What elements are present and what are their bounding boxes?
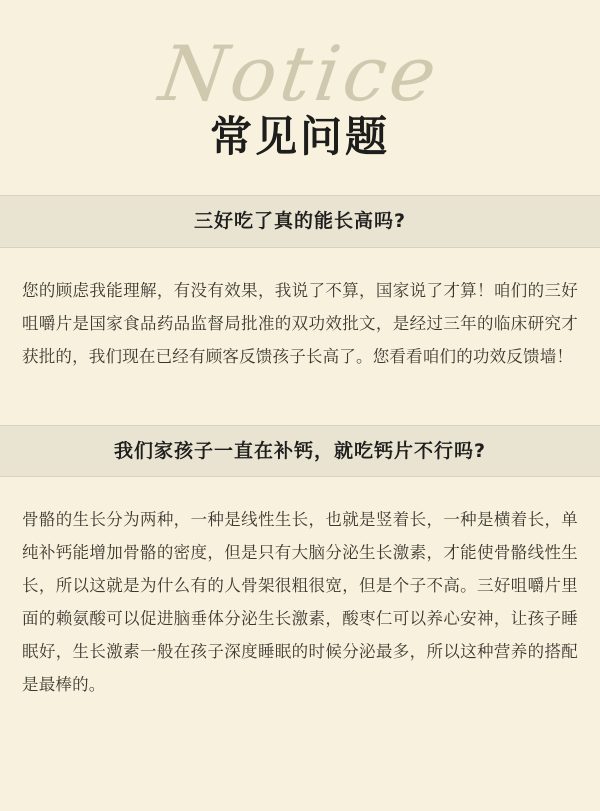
faq-answer-1: 您的顾虑我能理解，有没有效果，我说了不算，国家说了才算！咱们的三好咀嚼片是国家食品药品监督局批准的双功效批文，是经过三年的临床研究才获批的，我们现在已经有顾客反馈孩子长高了。您看看咱们的功效反馈墙！: [22, 280, 578, 366]
page-bottom-spacer: [0, 711, 600, 731]
faq-item-1: [0, 195, 600, 383]
page-title: 常见问题: [209, 112, 390, 161]
faq-question-bar-1: [0, 195, 600, 248]
faq-answer-2: 骨骼的生长分为两种，一种是线性生长，也就是竖着长，一种是横着长，单纯补钙能增加骨骼的密度，但是只有大脑分泌生长激素，才能使骨骼线性生长，所以这就是为什么有的人骨架很粗很宽，但是个子不高。三好咀嚼片里面的赖氨酸可以促进脑垂体分泌生长激素，酸枣仁可以养心安神，让孩子睡眠好，生长激素一般在孩子深度睡眠的时候分泌最多，所以这种营养的搭配是最棒的。: [22, 510, 578, 695]
faq-item-2: [0, 425, 600, 712]
decorative-script-word: Notice: [154, 29, 446, 118]
page-header: [0, 0, 600, 195]
section-spacer-1: [0, 383, 600, 425]
faq-question-bar-2: [0, 425, 600, 478]
faq-question-2: 我们家孩子一直在补钙，就吃钙片不行吗?: [113, 439, 487, 462]
faq-question-1: 三好吃了真的能长高吗?: [193, 210, 407, 232]
